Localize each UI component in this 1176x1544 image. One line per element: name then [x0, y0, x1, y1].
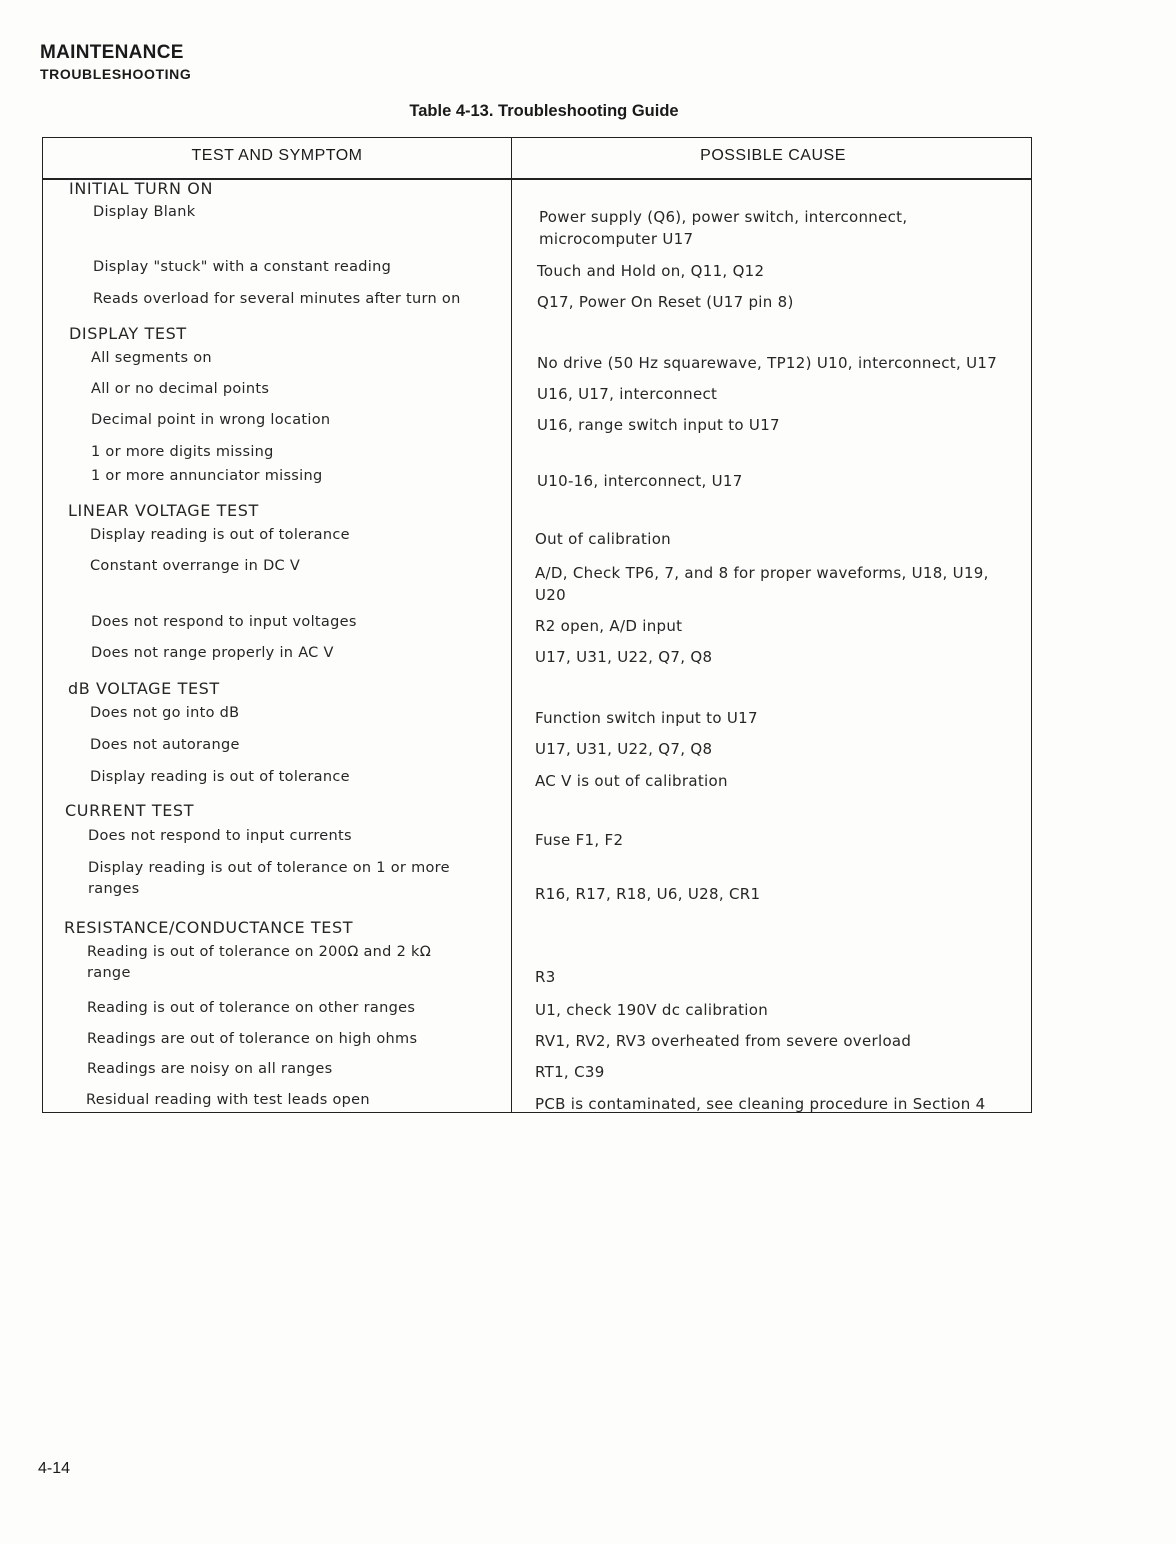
symptom-item: Reading is out of tolerance on other ranges	[87, 1000, 416, 1016]
symptom-item: Does not go into dB	[90, 705, 240, 721]
symptom-item: Does not respond to input currents	[88, 828, 352, 844]
symptom-item: Readings are out of tolerance on high ohms	[87, 1031, 418, 1047]
symptom-item: Readings are noisy on all ranges	[87, 1061, 333, 1077]
symptom-item: Does not respond to input voltages	[91, 614, 357, 630]
symptom-item: Residual reading with test leads open	[86, 1092, 370, 1108]
cause-item: Q17, Power On Reset (U17 pin 8)	[537, 293, 794, 311]
page-section-title: MAINTENANCE	[40, 42, 184, 63]
symptom-item: Constant overrange in DC V	[90, 558, 301, 574]
cause-item: U16, range switch input to U17	[537, 416, 780, 434]
cause-item: No drive (50 Hz squarewave, TP12) U10, interconnect, U17	[537, 354, 998, 372]
table-caption: Table 4-13. Troubleshooting Guide	[409, 102, 679, 120]
troubleshooting-table	[42, 137, 1032, 1113]
cause-item: U10-16, interconnect, U17	[537, 472, 743, 490]
cause-item: U16, U17, interconnect	[537, 385, 718, 403]
cause-item: U17, U31, U22, Q7, Q8	[535, 648, 713, 666]
symptom-item: Display reading is out of tolerance	[90, 769, 350, 785]
cause-item: Power supply (Q6), power switch, interconnect, microcomputer U17	[539, 208, 908, 248]
cause-item: PCB is contaminated, see cleaning procedure in Section 4	[535, 1095, 986, 1113]
cause-item: Touch and Hold on, Q11, Q12	[537, 262, 765, 280]
symptom-item: 1 or more digits missing	[91, 444, 274, 460]
cause-item: Out of calibration	[535, 530, 671, 548]
cause-item: U17, U31, U22, Q7, Q8	[535, 740, 713, 758]
symptom-item: Reading is out of tolerance on 200Ω and 2 kΩ range	[87, 944, 432, 981]
section-current-test: CURRENT TEST	[65, 801, 195, 820]
symptom-item: Display "stuck" with a constant reading	[93, 259, 392, 275]
cause-item: RV1, RV2, RV3 overheated from severe overload	[535, 1032, 912, 1050]
column-header-possible-cause: POSSIBLE CAUSE	[700, 147, 846, 164]
symptom-item: Does not range properly in AC V	[91, 645, 334, 661]
section-initial-turn-on: INITIAL TURN ON	[69, 179, 214, 198]
symptom-item: Does not autorange	[90, 737, 240, 753]
symptom-item: All or no decimal points	[91, 381, 270, 397]
section-display-test: DISPLAY TEST	[69, 324, 187, 343]
cause-item: U1, check 190V dc calibration	[535, 1001, 769, 1019]
cause-item: RT1, C39	[535, 1063, 605, 1081]
symptom-item: Reads overload for several minutes after turn on	[93, 291, 461, 307]
cause-item: R3	[535, 968, 556, 986]
column-divider	[511, 138, 512, 1112]
section-db-voltage-test: dB VOLTAGE TEST	[68, 679, 220, 698]
symptom-item: Display reading is out of tolerance	[90, 527, 350, 543]
cause-item: AC V is out of calibration	[535, 772, 728, 790]
section-linear-voltage-test: LINEAR VOLTAGE TEST	[68, 501, 259, 520]
column-header-test-symptom: TEST AND SYMPTOM	[191, 147, 363, 164]
symptom-item: All segments on	[91, 350, 212, 366]
cause-item: A/D, Check TP6, 7, and 8 for proper waveforms, U18, U19, U20	[535, 564, 989, 604]
cause-item: Fuse F1, F2	[535, 831, 624, 849]
symptom-item: 1 or more annunciator missing	[91, 468, 323, 484]
section-resistance-conductance-test: RESISTANCE/CONDUCTANCE TEST	[64, 918, 354, 937]
symptom-item: Display reading is out of tolerance on 1 or more ranges	[88, 860, 450, 897]
page-subsection-title: TROUBLESHOOTING	[40, 66, 192, 82]
symptom-item: Decimal point in wrong location	[91, 412, 331, 428]
cause-item: R16, R17, R18, U6, U28, CR1	[535, 885, 761, 903]
cause-item: Function switch input to U17	[535, 709, 758, 727]
page-number: 4-14	[38, 1460, 71, 1477]
symptom-item: Display Blank	[93, 204, 196, 220]
cause-item: R2 open, A/D input	[535, 617, 683, 635]
